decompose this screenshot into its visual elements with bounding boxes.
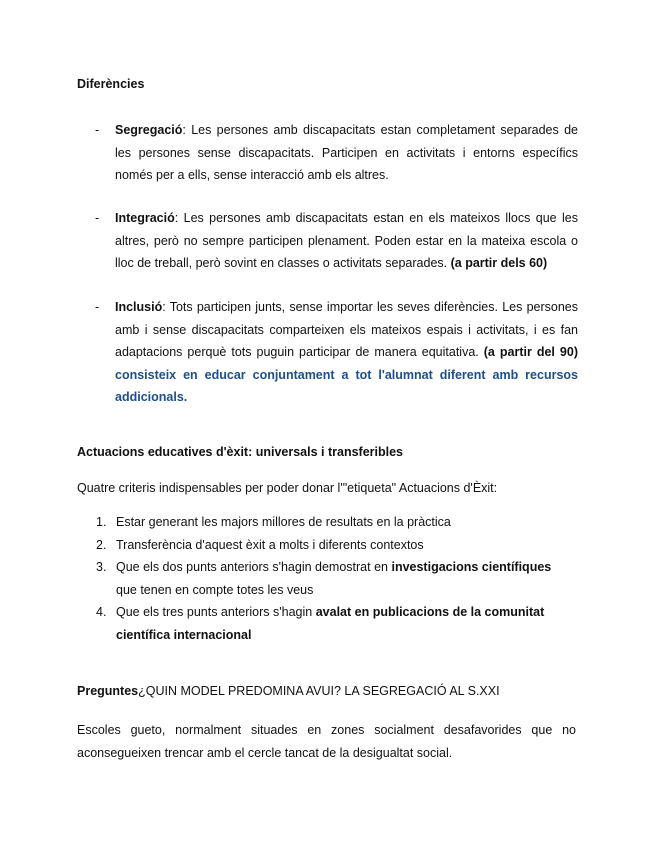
criterion-3-text: Que els dos punts anteriors s'hagin demostrat en (116, 560, 392, 574)
preguntes-line (77, 683, 500, 699)
definition-segregacio: : Les persones amb discapacitats estan completament separades de les persones sense discapacitats. Participen en activitats i entorns específics només per a ells, sense interacció amb els altres. (115, 123, 578, 182)
term-integracio: Integració (115, 211, 175, 225)
bullet-dash: - (95, 123, 100, 137)
note-inclusio: (a partir del 90) (483, 345, 578, 359)
list-item-inclusio (115, 296, 578, 409)
preguntes-question: ¿QUIN MODEL PREDOMINA AVUI? LA SEGREGACIÓ AL S.XXI (138, 684, 500, 698)
section-title-diferencies: Diferències (77, 77, 145, 91)
highlight-inclusio: consisteix en educar conjuntament a tot l'alumnat diferent amb recursos addicionals. (115, 367, 578, 404)
criterion-4-text: Que els tres punts anteriors s'hagin (116, 605, 316, 619)
criterion-4 (116, 601, 586, 646)
criterion-3 (116, 556, 586, 601)
definition-integracio: : Les persones amb discapacitats estan en els mateixos llocs que les altres, però no sempre participen plenament. Poden estar en la mateixa escola o lloc de treball, però sovint en classes o activitats separades. (115, 211, 578, 270)
definition-inclusio: : Tots participen junts, sense importar les seves diferències. Les persones amb i sense discapacitats comparteixen els mateixos espais i activitats, i es fan adaptacions perquè tots puguin participar de manera equitativa. (115, 300, 578, 359)
criterion-4-bold: avalat en publicacions de la comunitat (315, 605, 545, 619)
term-segregacio: Segregació (115, 123, 183, 137)
term-inclusio: Inclusió (115, 300, 163, 314)
answer-line-1: Escoles gueto, normalment situades en zones socialment desafavorides que no (77, 723, 576, 737)
list-number: 2. (96, 538, 107, 552)
list-number: 4. (96, 605, 107, 619)
answer-line-2: aconsegueixen trencar amb el cercle tancat de la desigualtat social. (77, 745, 453, 760)
criterion-3-bold: investigacions científiques (391, 560, 552, 574)
bullet-dash: - (95, 300, 100, 314)
list-number: 3. (96, 560, 107, 574)
preguntes-answer (77, 719, 576, 764)
note-integracio: (a partir dels 60) (450, 256, 548, 270)
section-title-actuacions: Actuacions educatives d'èxit: universals i transferibles (77, 445, 404, 459)
criterion-1: Estar generant les majors millores de resultats en la pràctica (116, 515, 451, 529)
list-number: 1. (96, 515, 107, 529)
bullet-dash: - (95, 211, 100, 225)
criterion-3-text2: que tenen en compte totes les veus (116, 582, 314, 597)
preguntes-label: Preguntes (77, 684, 139, 698)
list-item-segregacio (115, 119, 578, 187)
list-item-integracio (115, 207, 578, 275)
criterion-2: Transferència d'aquest èxit a molts i diferents contextos (116, 538, 424, 552)
actuacions-intro: Quatre criteris indispensables per poder donar l'"etiqueta" Actuacions d'Èxit: (77, 481, 498, 495)
criterion-4-bold2: científica internacional (116, 627, 252, 642)
